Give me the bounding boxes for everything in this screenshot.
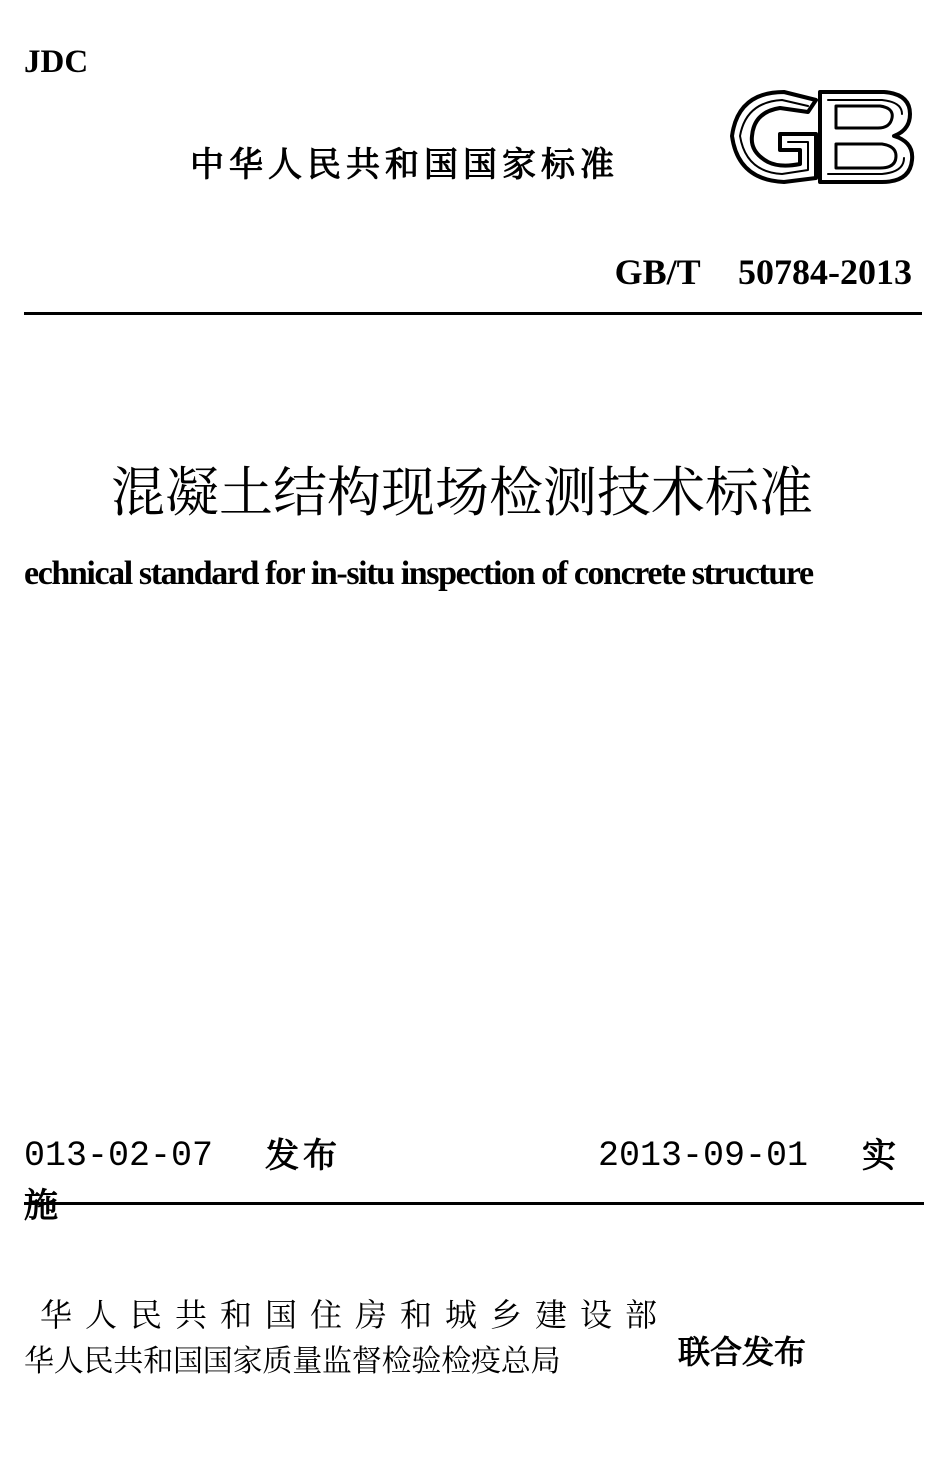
joint-issue-label: 联合发布 — [678, 1333, 807, 1371]
standard-category: 中华人民共和国国家标准 — [190, 145, 619, 185]
implementation-date: 2013-09-01 — [598, 1136, 809, 1176]
gb-logo-icon — [724, 86, 916, 188]
issue-date: 013-02-07 — [24, 1136, 214, 1176]
issuer-aqsiq: 华人民共和国国家质量监督检验检疫总局 — [24, 1344, 561, 1379]
standard-number: GB/T 50784-2013 — [614, 252, 912, 292]
document-title-english: echnical standard for in-situ inspection of concrete structure — [24, 555, 813, 592]
issuer-ministry: 华人民共和国住房和城乡建设部 — [40, 1296, 671, 1334]
document-title-chinese: 混凝土结构现场检测技术标准 — [111, 461, 813, 524]
implementation-label-part1: 实 — [862, 1136, 896, 1176]
issue-label: 发布 — [265, 1136, 341, 1176]
footer-divider — [24, 1202, 924, 1205]
publisher-code: JDC — [24, 44, 89, 80]
header-divider — [24, 312, 922, 315]
implementation-label-part2: 施 — [24, 1186, 58, 1226]
